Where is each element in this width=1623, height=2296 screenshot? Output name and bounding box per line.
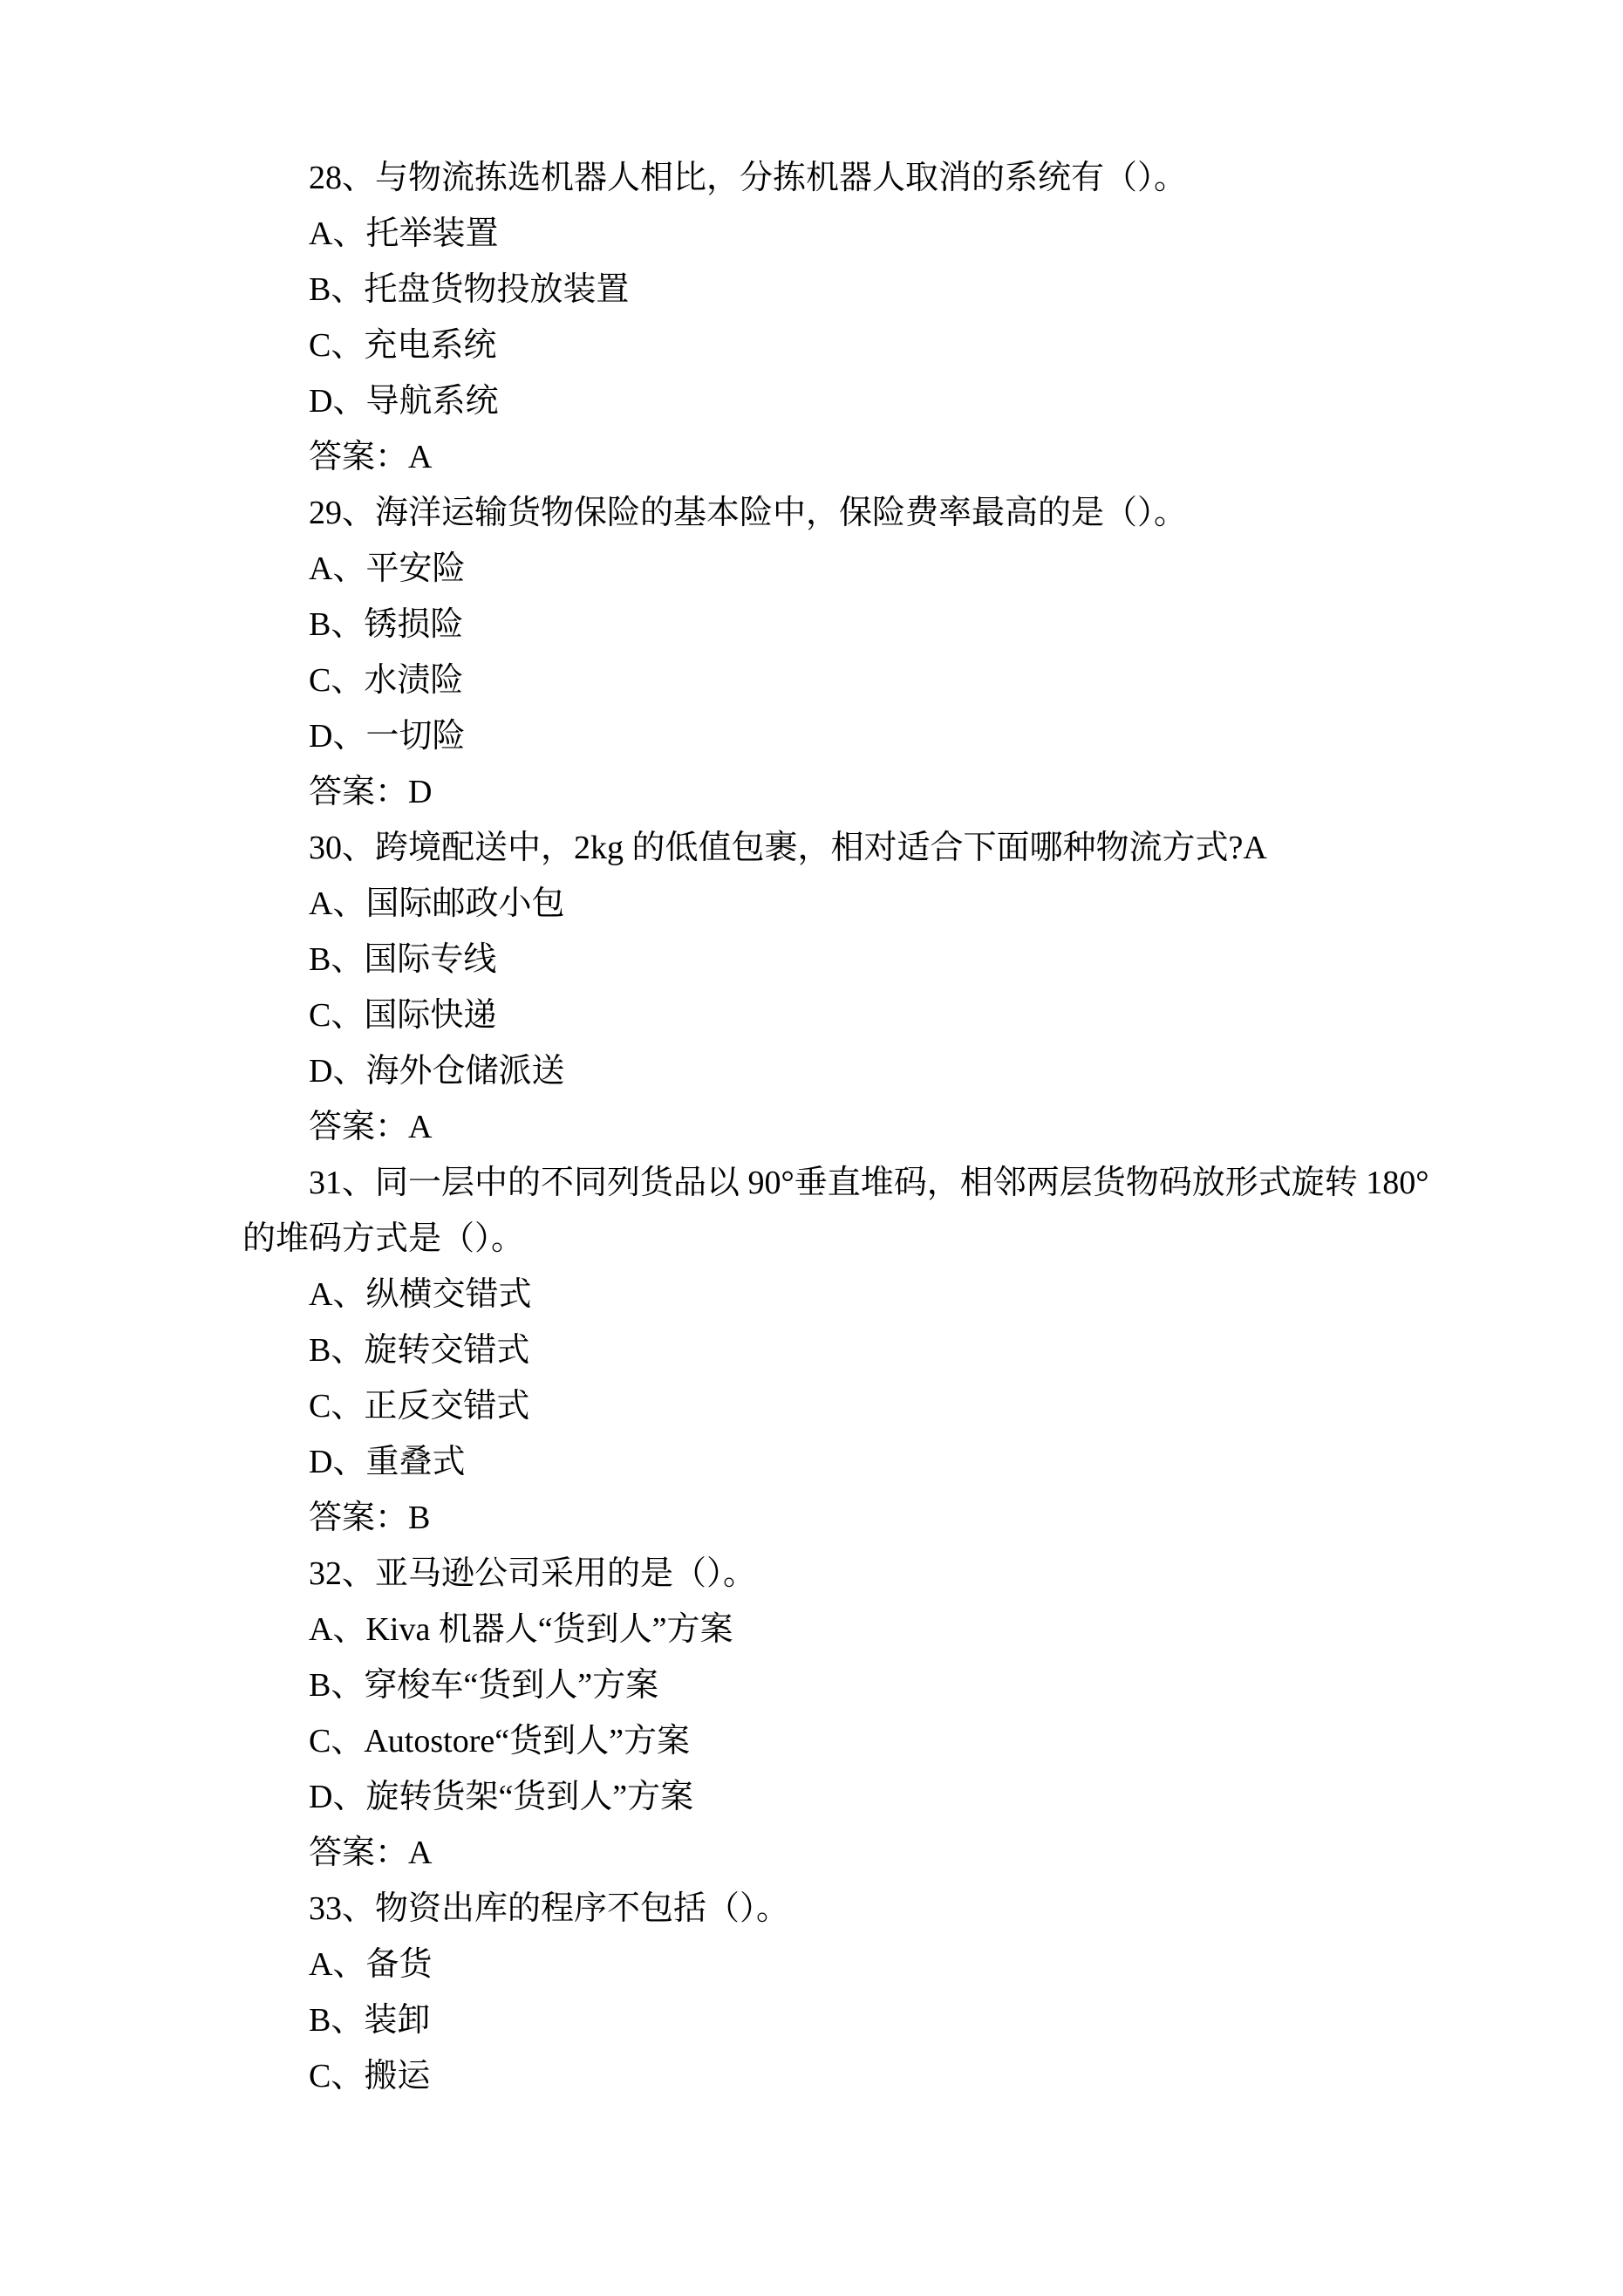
- question-29-option-a: A、平安险: [309, 550, 466, 587]
- question-block-31: [242, 1155, 1429, 1546]
- question-28-answer: 答案：A: [309, 439, 433, 475]
- question-30-option-b: B、国际专线: [309, 941, 497, 978]
- question-33-option-a: A、备货: [309, 1946, 433, 1983]
- question-31-option-c: C、正反交错式: [309, 1388, 530, 1425]
- question-33-option-c: C、搬运: [309, 2058, 431, 2094]
- question-31-option-b: B、旋转交错式: [309, 1332, 530, 1369]
- question-31-answer: 答案：B: [309, 1500, 431, 1536]
- question-28-option-b: B、托盘货物投放装置: [309, 271, 630, 308]
- question-block-29: [242, 485, 1385, 820]
- question-33-option-b: B、装卸: [309, 2002, 431, 2039]
- document-content: [242, 150, 1429, 2104]
- question-33-stem: 33、物资出库的程序不包括（）。: [309, 1890, 790, 1927]
- question-30-stem: 30、跨境配送中，2kg 的低值包裹，相对适合下面哪种物流方式?A: [309, 830, 1267, 866]
- question-32-answer: 答案：A: [309, 1835, 433, 1871]
- question-31-option-d: D、重叠式: [309, 1444, 466, 1480]
- question-30-option-c: C、国际快递: [309, 997, 497, 1034]
- question-29-answer: 答案：D: [309, 774, 433, 810]
- question-29-option-c: C、水渍险: [309, 662, 464, 699]
- question-31-stem-line-1: 31、同一层中的不同列货品以 90°垂直堆码，相邻两层货物码放形式旋转 180°: [309, 1165, 1429, 1201]
- question-31-stem-line-2: 的堆码方式是（）。: [242, 1220, 525, 1257]
- question-28-stem: 28、与物流拣选机器人相比，分拣机器人取消的系统有（）。: [309, 160, 1188, 196]
- question-31-option-a: A、纵横交错式: [309, 1276, 532, 1313]
- question-block-33: [242, 1881, 1385, 2104]
- question-29-stem: 29、海洋运输货物保险的基本险中，保险费率最高的是（）。: [309, 495, 1188, 531]
- question-32-option-a: A、Kiva 机器人“货到人”方案: [309, 1611, 733, 1648]
- question-30-answer: 答案：A: [309, 1109, 433, 1145]
- question-32-stem: 32、亚马逊公司采用的是（）。: [309, 1555, 757, 1592]
- question-block-28: [242, 150, 1385, 485]
- question-32-option-d: D、旋转货架“货到人”方案: [309, 1779, 694, 1815]
- question-28-option-a: A、托举装置: [309, 215, 499, 252]
- question-30-option-d: D、海外仓储派送: [309, 1053, 565, 1090]
- question-30-option-a: A、国际邮政小包: [309, 885, 565, 922]
- question-32-option-c: C、Autostore“货到人”方案: [309, 1723, 690, 1760]
- question-28-option-c: C、充电系统: [309, 327, 497, 364]
- question-29-option-b: B、锈损险: [309, 606, 464, 643]
- question-29-option-d: D、一切险: [309, 718, 466, 755]
- question-block-32: [242, 1546, 1385, 1881]
- question-32-option-b: B、穿梭车“货到人”方案: [309, 1667, 659, 1704]
- question-28-option-d: D、导航系统: [309, 383, 499, 420]
- question-block-30: [242, 820, 1385, 1155]
